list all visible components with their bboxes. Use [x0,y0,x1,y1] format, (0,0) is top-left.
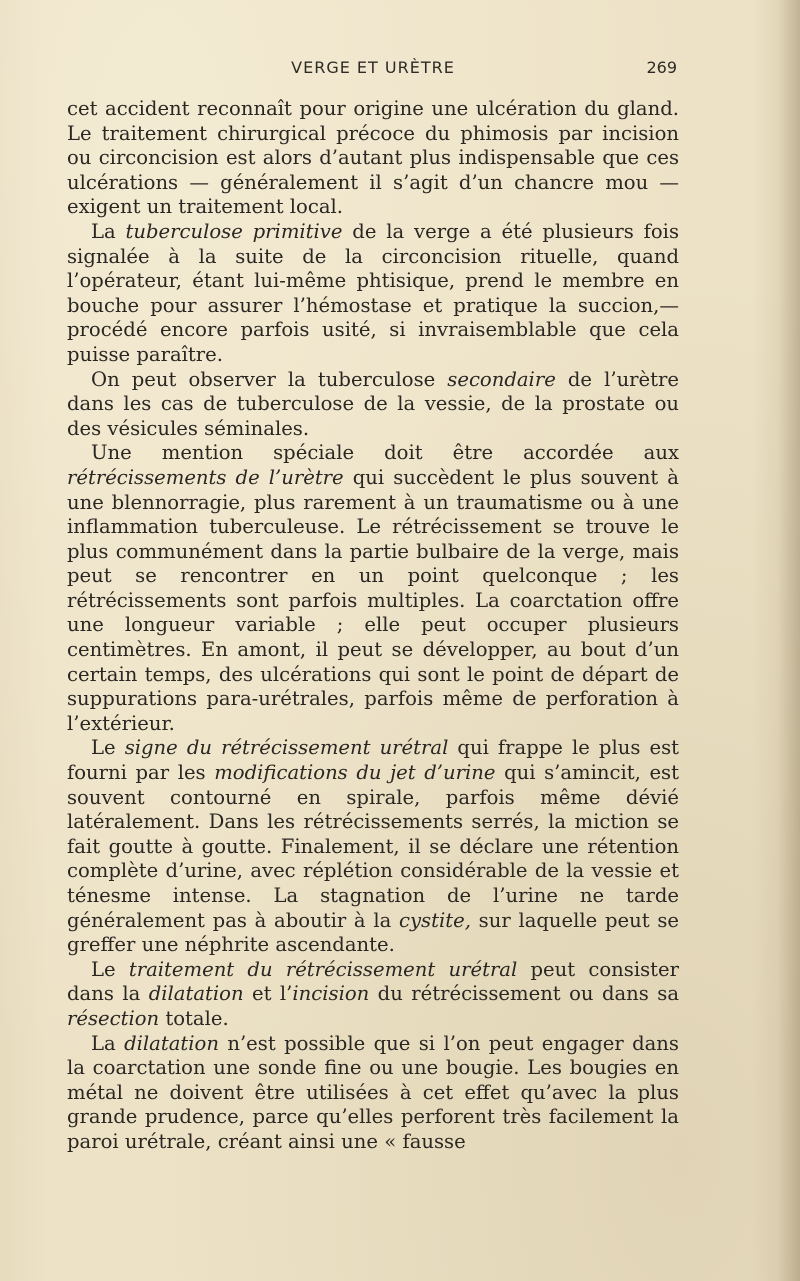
text-run: qui frappe le plus est fourni par les [67,736,680,785]
paragraph-2 [67,220,679,368]
italic-term: traitement du rétrécissement urétral [128,957,518,981]
paragraph-5 [67,736,679,957]
italic-term: signe du rétrécissement urétral [124,736,449,760]
italic-term: cystite, [399,908,471,932]
paragraph-4 [67,441,679,736]
italic-term: rétrécissements de l’urètre [67,465,344,489]
text-run: sur laquelle peut se greffer une néphrite ascendante. [67,908,679,957]
text-run: qui s’amincit, est souvent contourné en spirale, parfois même dévié latéralement. Dans les rétrécissements serrés, la miction se fait goutte à goutte. Finalement, il se déclare une rétention complète d’urine, avec réplétion considérable de la vessie et ténesme intense. La stagnation de l’urine ne tarde généralement pas à aboutir à la [67,761,679,932]
italic-term: modifications du jet d’urine [214,761,496,785]
text-run: n’est possible que si l’on peut engager dans la coarctation une sonde fine ou une bougie. Les bougies en métal ne doivent être utilisées à cet effet qu’avec la plus grande prudence, parce qu’elles perforent très facilement la paroi urétrale, créant ainsi une « fausse [67,1031,679,1153]
text-run: et l’ [243,982,293,1006]
italic-term: secondaire [447,367,556,391]
text-run: de la verge a été plusieurs fois signalée à la suite de la circoncision rituelle, quand l’opérateur, étant lui-même phtisique, prend le membre en bouche pour assurer l’hémostase et pratique la succion,— procédé encore parfois usité, si invraisemblable que cela puisse paraître. [67,219,679,366]
text-run: Le [91,957,129,981]
text-run: peut consister dans la [67,957,679,1006]
text-run: La [91,219,126,243]
text-run: On peut observer la tuberculose [91,367,448,391]
paragraph-7 [67,1032,679,1155]
italic-term: dilatation [148,982,244,1006]
page-edge-shadow [778,0,800,1281]
running-title: VERGE ET URÈTRE [291,58,455,77]
italic-term: dilatation [124,1031,219,1055]
italic-term: résection [67,1006,160,1030]
body-text [67,97,679,1155]
italic-term: incision [292,982,370,1006]
italic-term: tuberculose primitive [125,219,343,243]
paragraph-1: cet accident reconnaît pour origine une ulcération du gland. Le traitement chirurgical précoce du phimosis par incision ou circoncision est alors d’autant plus indispensable que ces ulcérations — généralement il s’agit d’un chancre mou — exigent un traitement local. [67,97,679,219]
text-run: Une mention spéciale doit être accordée aux [91,441,679,465]
page-number: 269 [646,58,677,77]
text-run: totale. [159,1006,229,1030]
text-run: La [91,1031,125,1055]
paragraph-3 [67,368,679,442]
page-header [67,56,679,84]
text-run: de l’urètre dans les cas de tuberculose de la vessie, de la prostate ou des vésicules séminales. [67,367,679,440]
text-run: qui succèdent le plus souvent à une blennorragie, plus rarement à un traumatisme ou à une inflammation tuberculeuse. Le rétrécissement se trouve le plus communément dans la partie bulbaire de la verge, mais peut se rencontrer en un point quelconque ; les rétrécissements sont parfois multiples. La coarctation offre une longueur variable ; elle peut occuper plusieurs centimètres. En amont, il peut se développer, au bout d’un certain temps, des ulcérations qui sont le point de départ de suppurations para-urétrales, parfois même de perforation à l’extérieur. [67,465,679,735]
paragraph-6 [67,958,679,1032]
text-run: Le [91,736,125,760]
text-run: du rétrécissement ou dans sa [369,982,679,1006]
